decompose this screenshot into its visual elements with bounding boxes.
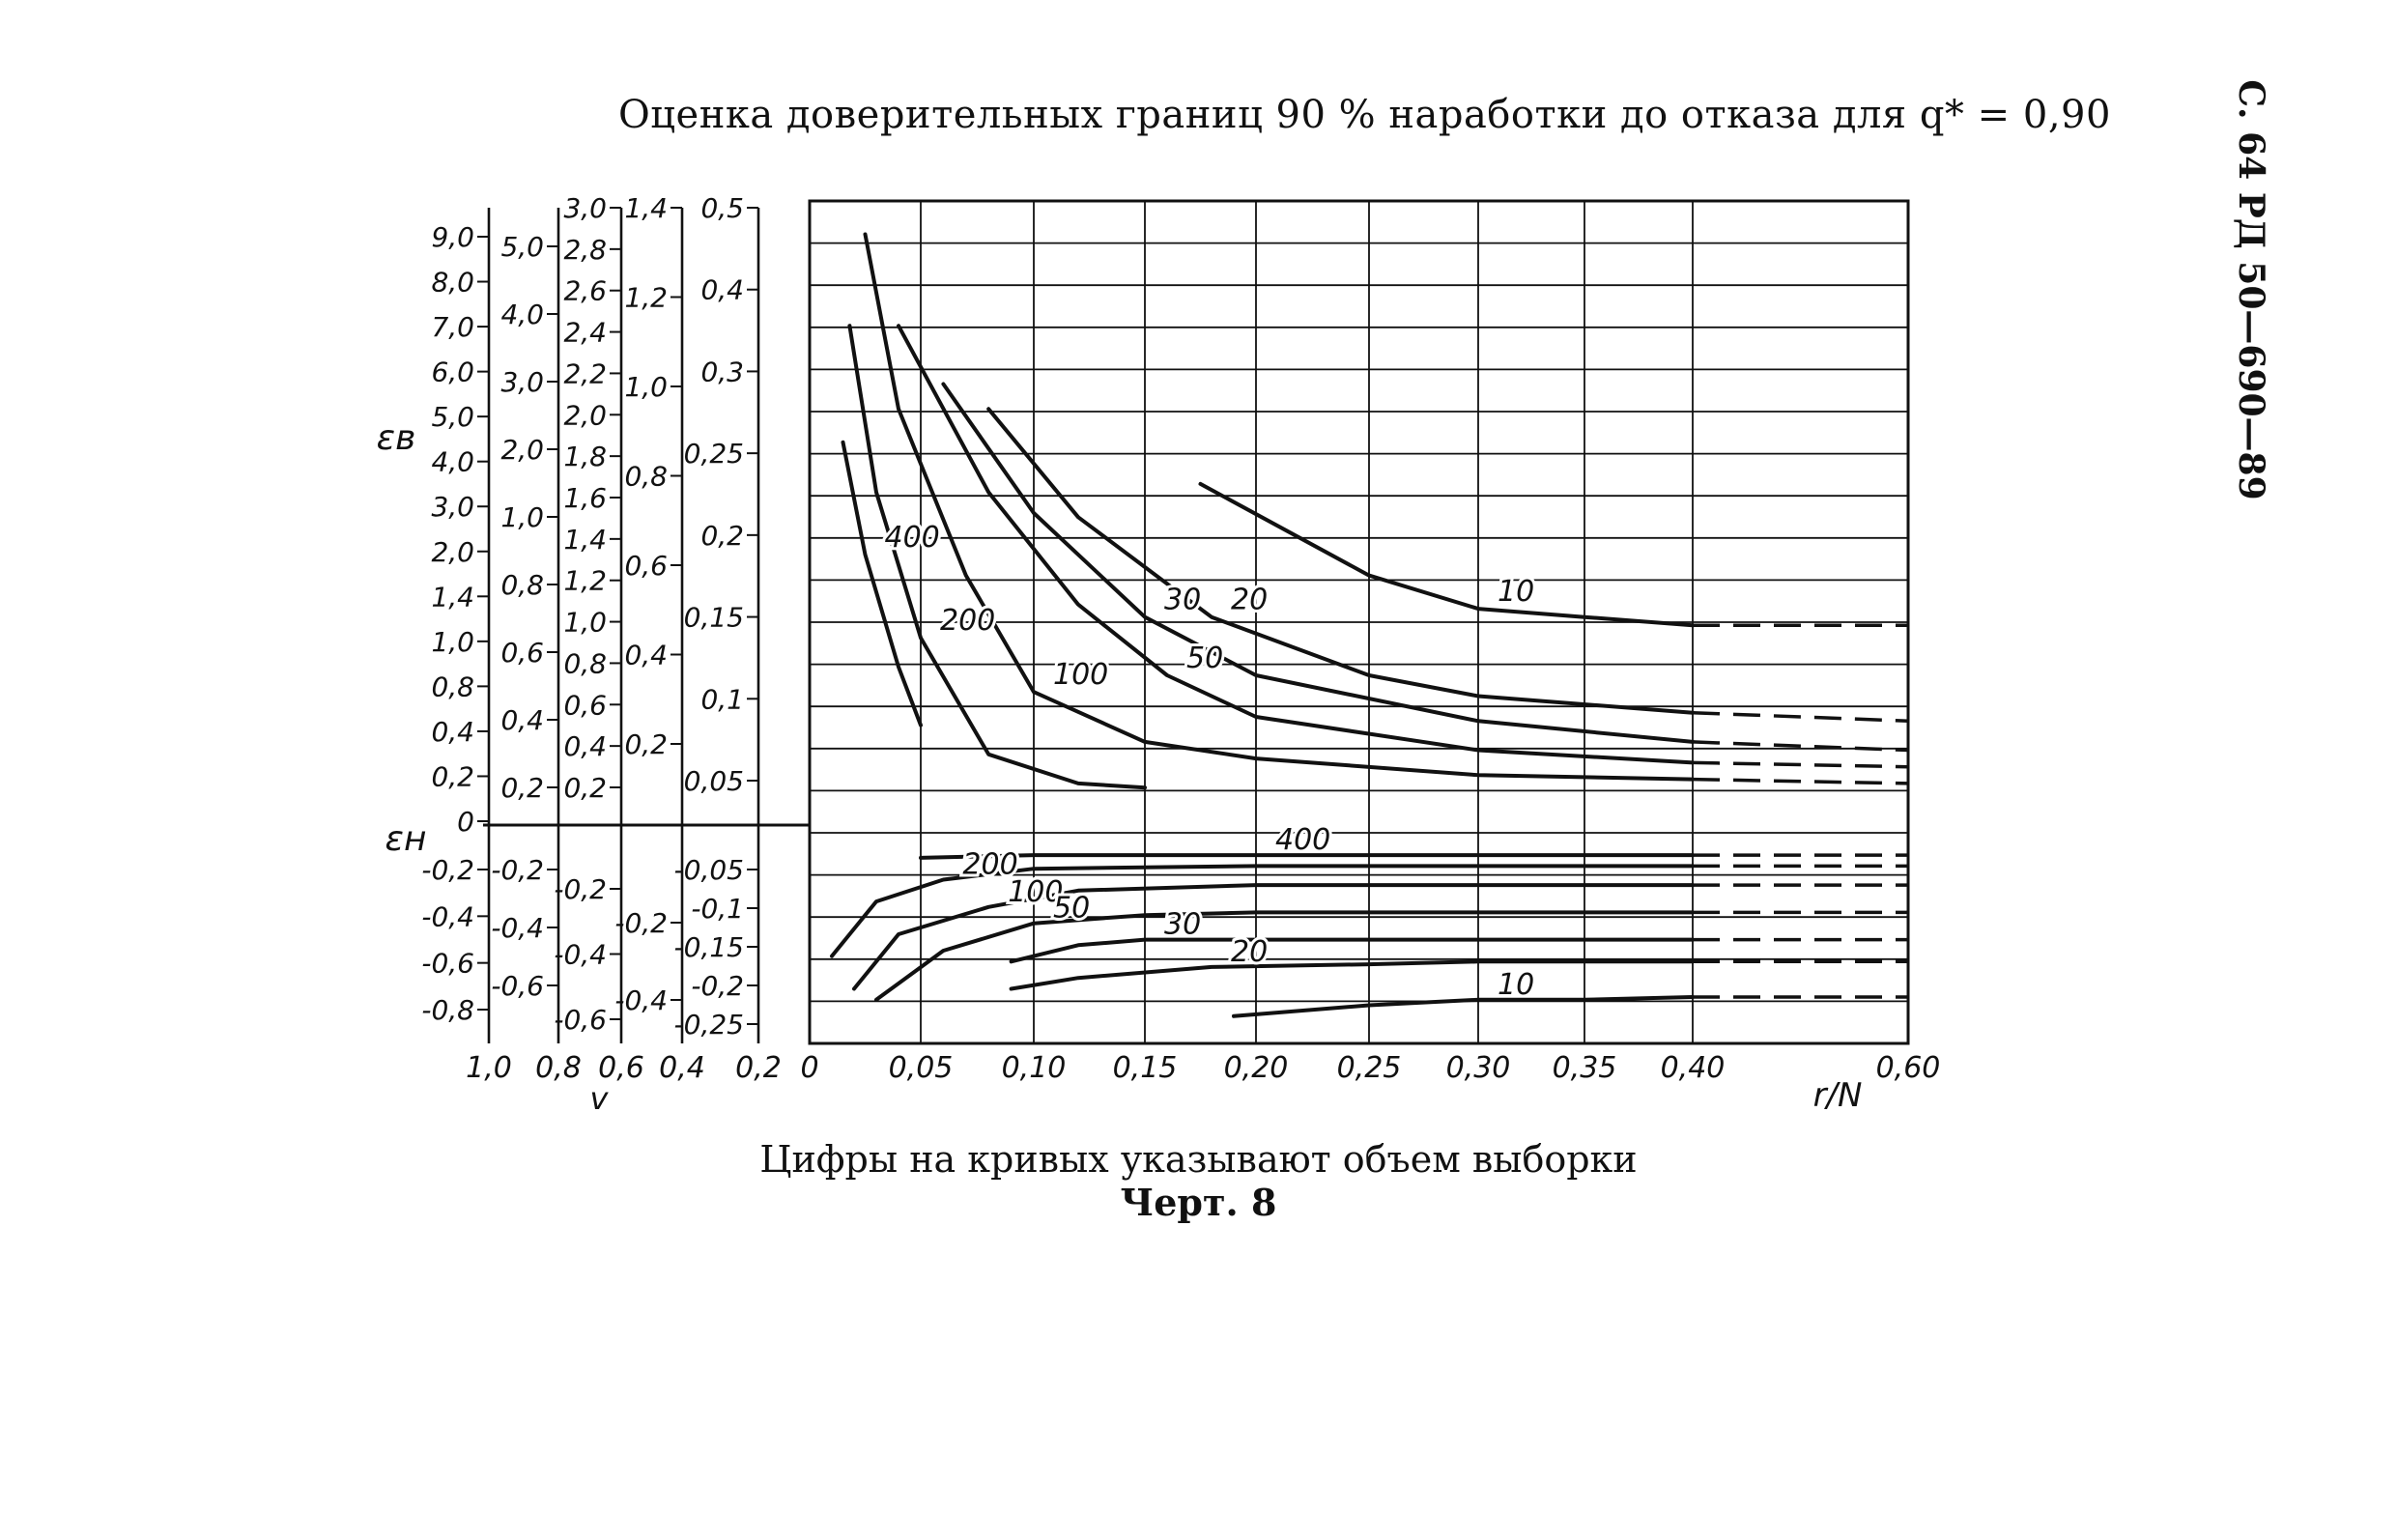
eps-n-scale-2-tick: -0,2 <box>491 854 544 886</box>
eps-b-scale-2-tick: 2,0 <box>500 434 544 466</box>
nomogram-scales <box>377 192 782 1117</box>
eps-b-scale-3-tick: 1,8 <box>563 441 607 473</box>
curve-label: 200 <box>962 847 1018 882</box>
eps-b-scale-2-tick: 0,2 <box>500 772 544 804</box>
eps-b-scale-3-tick: 2,8 <box>563 233 607 266</box>
curve-n100-upper-extrapolated <box>1693 780 1908 784</box>
eps-b-scale-2-tick: 1,0 <box>500 501 544 533</box>
x-tick-label: 0,35 <box>1552 1051 1617 1085</box>
eps-b-scale-2-tick: 5,0 <box>500 231 544 263</box>
v-axis-tick-label: 0,8 <box>535 1051 582 1085</box>
eps-n-scale-5-tick: -0,2 <box>691 970 744 1002</box>
eps-n-axis-label: εн <box>385 819 427 859</box>
eps-b-scale-3-tick: 0,8 <box>563 647 607 680</box>
eps-n-scale-5-tick: -0,25 <box>673 1009 744 1041</box>
eps-b-scale-3-tick: 1,0 <box>563 606 607 639</box>
eps-n-scale-3-tick: -0,6 <box>554 1004 607 1036</box>
x-tick-label: 0,40 <box>1660 1051 1726 1085</box>
curve-label: 200 <box>940 604 996 639</box>
eps-b-scale-3-tick: 1,2 <box>563 564 607 597</box>
eps-b-scale-5-tick: 0,5 <box>700 192 744 224</box>
eps-b-scale-1-tick: 8,0 <box>431 266 474 299</box>
curve-n50-upper <box>899 326 1693 762</box>
curve-n50-upper-extrapolated <box>1693 762 1908 766</box>
chart-caption: Цифры на кривых указывают объем выборки <box>759 1138 1638 1181</box>
eps-b-scale-3-tick: 2,2 <box>563 357 607 390</box>
eps-b-scale-2-tick: 0,4 <box>500 704 544 736</box>
eps-b-scale-1-tick: 5,0 <box>431 401 474 434</box>
eps-b-scale-3-tick: 1,4 <box>563 523 607 556</box>
eps-b-scale-2-tick: 0,6 <box>500 637 544 669</box>
curve-n10-upper <box>1201 484 1694 625</box>
figure-label: Черт. 8 <box>1120 1181 1277 1224</box>
eps-b-scale-5-tick: 0,25 <box>683 438 744 471</box>
curve-label: 20 <box>1231 583 1269 617</box>
curve-label: 100 <box>1053 658 1109 693</box>
eps-b-scale-1-tick: 7,0 <box>431 311 474 344</box>
eps-n-scale-4-tick: -0,2 <box>614 907 668 939</box>
curve-label: 10 <box>1498 575 1535 610</box>
curve-label: 30 <box>1164 907 1202 942</box>
curve-label: 10 <box>1498 967 1535 1002</box>
curve-label: 100 <box>1008 874 1064 909</box>
eps-b-scale-3-tick: 0,2 <box>563 772 607 804</box>
x-tick-label: 0,10 <box>1001 1051 1067 1085</box>
v-axis-tick-label: 1,0 <box>466 1051 512 1085</box>
eps-n-scale-5-tick: -0,1 <box>691 893 744 925</box>
eps-b-scale-4-tick: 1,0 <box>624 371 668 403</box>
v-axis-tick-label: 0,6 <box>598 1051 644 1085</box>
eps-b-scale-3-tick: 3,0 <box>563 192 607 224</box>
eps-b-scale-3-tick: 0,6 <box>563 689 607 722</box>
eps-b-scale-1-tick: 2,0 <box>431 535 474 568</box>
eps-b-scale-1-tick: 0,8 <box>431 670 474 703</box>
eps-b-scale-5-tick: 0,15 <box>683 601 744 634</box>
eps-b-scale-1-tick: 1,0 <box>431 625 474 658</box>
curve-label: 50 <box>1053 891 1091 926</box>
eps-b-scale-1-tick: 0,4 <box>431 715 474 748</box>
eps-b-axis-label: εв <box>376 418 416 458</box>
x-axis <box>800 1051 1940 1115</box>
x-tick-label: 0,20 <box>1223 1051 1289 1085</box>
eps-b-scale-2-tick: 3,0 <box>500 366 544 398</box>
eps-b-scale-5-tick: 0,4 <box>700 273 744 306</box>
eps-b-scale-4-tick: 0,8 <box>624 460 668 493</box>
eps-b-scale-4-tick: 1,4 <box>624 192 668 224</box>
v-axis-tick-label: 0,2 <box>735 1051 782 1085</box>
x-tick-label: 0,60 <box>1875 1051 1941 1085</box>
eps-b-scale-5-tick: 0,05 <box>683 765 744 797</box>
curve-labels <box>885 521 1535 1002</box>
eps-b-scale-5-tick: 0,1 <box>700 683 744 716</box>
curve-label: 30 <box>1164 583 1202 617</box>
eps-b-scale-1-tick: 3,0 <box>431 491 474 524</box>
curve-n10-lower <box>1234 997 1693 1016</box>
eps-b-scale-4-tick: 1,2 <box>624 281 668 314</box>
eps-b-scale-5-tick: 0,2 <box>700 519 744 552</box>
eps-b-scale-3-tick: 1,6 <box>563 482 607 514</box>
eps-b-scale-4-tick: 0,2 <box>624 728 668 760</box>
eps-n-scale-2-tick: -0,6 <box>491 970 544 1002</box>
chart-title: Оценка доверительных границ 90 % наработки до отказа для q* = 0,90 <box>618 93 2111 137</box>
eps-n-scale-3-tick: -0,4 <box>554 938 607 971</box>
curve-n400-upper <box>843 442 922 726</box>
eps-n-scale-5-tick: -0,15 <box>673 931 744 963</box>
curve-label: 20 <box>1231 934 1269 969</box>
curve-label: 400 <box>1275 823 1331 858</box>
eps-b-scale-4-tick: 0,4 <box>624 639 668 671</box>
x-axis-label: r/N <box>1812 1076 1863 1115</box>
eps-b-scale-5-tick: 0,3 <box>700 356 744 388</box>
eps-n-scale-1-tick: -0,8 <box>421 994 474 1026</box>
eps-b-scale-1-tick: 1,4 <box>431 581 474 613</box>
curve-label: 400 <box>884 521 940 556</box>
eps-b-scale-3-tick: 2,4 <box>563 316 607 349</box>
eps-n-scale-4-tick: -0,4 <box>614 984 668 1016</box>
x-tick-label: 0,15 <box>1112 1051 1178 1085</box>
eps-n-scale-2-tick: -0,4 <box>491 912 544 944</box>
eps-b-scale-2-tick: 4,0 <box>500 299 544 330</box>
eps-b-scale-1-tick: 0 <box>457 806 474 838</box>
curve-n20-upper-extrapolated <box>1693 713 1908 722</box>
eps-b-scale-3-tick: 0,4 <box>563 730 607 763</box>
curve-label: 50 <box>1186 641 1224 675</box>
eps-b-scale-2-tick: 0,8 <box>500 569 544 601</box>
curve-n100-lower <box>854 885 1693 988</box>
eps-b-scale-3-tick: 2,6 <box>563 274 607 307</box>
eps-b-scale-4-tick: 0,6 <box>624 550 668 582</box>
x-tick-label: 0,30 <box>1445 1051 1511 1085</box>
curve-n20-lower <box>1012 961 1693 988</box>
curve-n50-lower <box>876 912 1693 999</box>
page-header-text: С. 64 РД 50—690—89 <box>2231 79 2271 500</box>
eps-b-scale-3-tick: 2,0 <box>563 399 607 432</box>
eps-b-scale-1-tick: 9,0 <box>431 221 474 253</box>
x-tick-label: 0,25 <box>1336 1051 1402 1085</box>
curve-n30-lower <box>1012 940 1693 962</box>
eps-b-scale-1-tick: 0,2 <box>431 760 474 793</box>
eps-n-scale-1-tick: -0,6 <box>421 947 474 980</box>
curve-n100-upper <box>866 235 1694 780</box>
x-tick-label: 0 <box>800 1051 819 1085</box>
eps-n-scale-1-tick: -0,2 <box>421 854 474 886</box>
eps-n-scale-1-tick: -0,4 <box>421 900 474 933</box>
eps-b-scale-1-tick: 6,0 <box>431 356 474 388</box>
eps-b-scale-1-tick: 4,0 <box>431 445 474 478</box>
eps-n-scale-3-tick: -0,2 <box>554 873 607 905</box>
eps-n-scale-5-tick: -0,05 <box>673 854 744 886</box>
v-axis-tick-label: 0,4 <box>659 1051 705 1085</box>
v-axis-label: v <box>589 1080 609 1117</box>
x-tick-label: 0,05 <box>888 1051 954 1085</box>
